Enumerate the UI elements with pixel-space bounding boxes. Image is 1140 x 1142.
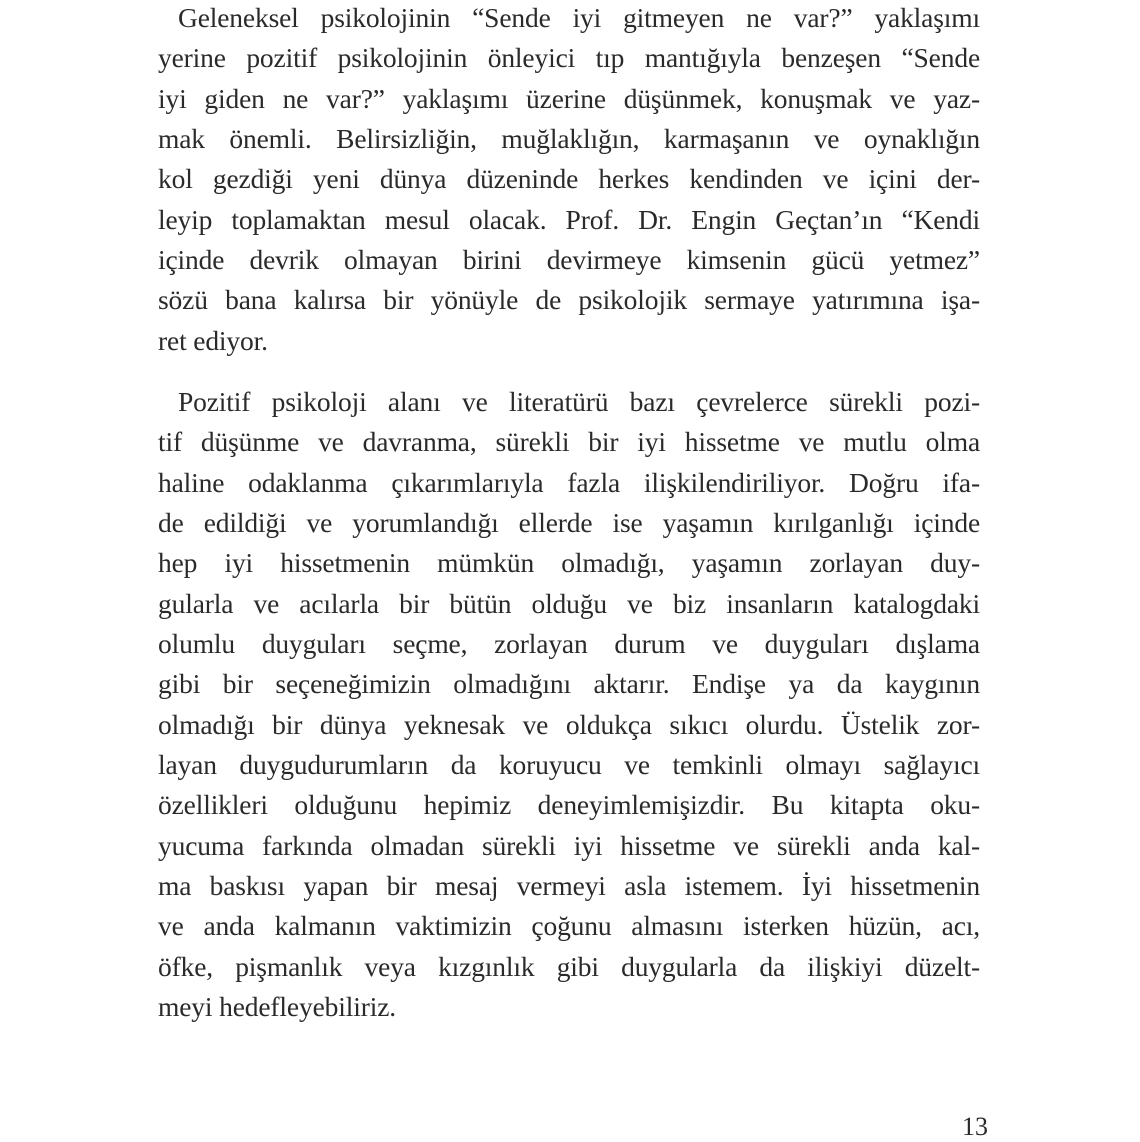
text-line: iyi giden ne var?” yaklaşımı üzerine düşünmek, konuşmak ve yaz- xyxy=(158,83,980,114)
text-line: gibi bir seçeneğimizin olmadığını aktarır. Endişe ya da kaygının xyxy=(158,668,980,699)
text-line: haline odaklanma çıkarımlarıyla fazla ilişkilendiriliyor. Doğru ifa- xyxy=(158,467,980,498)
page-number: 13 xyxy=(962,1112,988,1141)
text-line: leyip toplamaktan mesul olacak. Prof. Dr. Engin Geçtan’ın “Kendi xyxy=(158,204,980,235)
text-line: yucuma farkında olmadan sürekli iyi hissetme ve sürekli anda kal- xyxy=(158,830,980,861)
text-line: meyi hedefleyebiliriz. xyxy=(158,991,396,1022)
text-line: özellikleri olduğunu hepimiz deneyimlemişizdir. Bu kitapta oku- xyxy=(158,789,980,820)
text-line: hep iyi hissetmenin mümkün olmadığı, yaşamın zorlayan duy- xyxy=(158,547,980,578)
text-line: ve anda kalmanın vaktimizin çoğunu almasını isterken hüzün, acı, xyxy=(158,910,980,941)
text-line: mak önemli. Belirsizliğin, muğlaklığın, karmaşanın ve oynaklığın xyxy=(158,123,980,154)
text-line: olmadığı bir dünya yeknesak ve oldukça sıkıcı olurdu. Üstelik zor- xyxy=(158,709,980,740)
text-line: yerine pozitif psikolojinin önleyici tıp mantığıyla benzeşen “Sende xyxy=(158,42,980,73)
text-line: de edildiği ve yorumlandığı ellerde ise yaşamın kırılganlığı içinde xyxy=(158,507,980,538)
text-line: Pozitif psikoloji alanı ve literatürü bazı çevrelerce sürekli pozi- xyxy=(178,386,980,417)
text-line: ret ediyor. xyxy=(158,325,268,356)
text-line: kol gezdiği yeni dünya düzeninde herkes kendinden ve içini der- xyxy=(158,163,980,194)
text-line: gularla ve acılarla bir bütün olduğu ve biz insanların katalogdaki xyxy=(158,588,980,619)
text-line: Geleneksel psikolojinin “Sende iyi gitmeyen ne var?” yaklaşımı xyxy=(178,2,980,33)
text-line: olumlu duyguları seçme, zorlayan durum ve duyguları dışlama xyxy=(158,628,980,659)
text-line: öfke, pişmanlık veya kızgınlık gibi duygularla da ilişkiyi düzelt- xyxy=(158,951,980,982)
text-line: ma baskısı yapan bir mesaj vermeyi asla istemem. İyi hissetmenin xyxy=(158,870,980,901)
text-line: sözü bana kalırsa bir yönüyle de psikolojik sermaye yatırımına işa- xyxy=(158,284,980,315)
text-line: tif düşünme ve davranma, sürekli bir iyi hissetme ve mutlu olma xyxy=(158,426,980,457)
text-line: layan duygudurumların da koruyucu ve temkinli olmayı sağlayıcı xyxy=(158,749,980,780)
text-line: içinde devrik olmayan birini devirmeye kimsenin gücü yetmez” xyxy=(158,244,980,275)
